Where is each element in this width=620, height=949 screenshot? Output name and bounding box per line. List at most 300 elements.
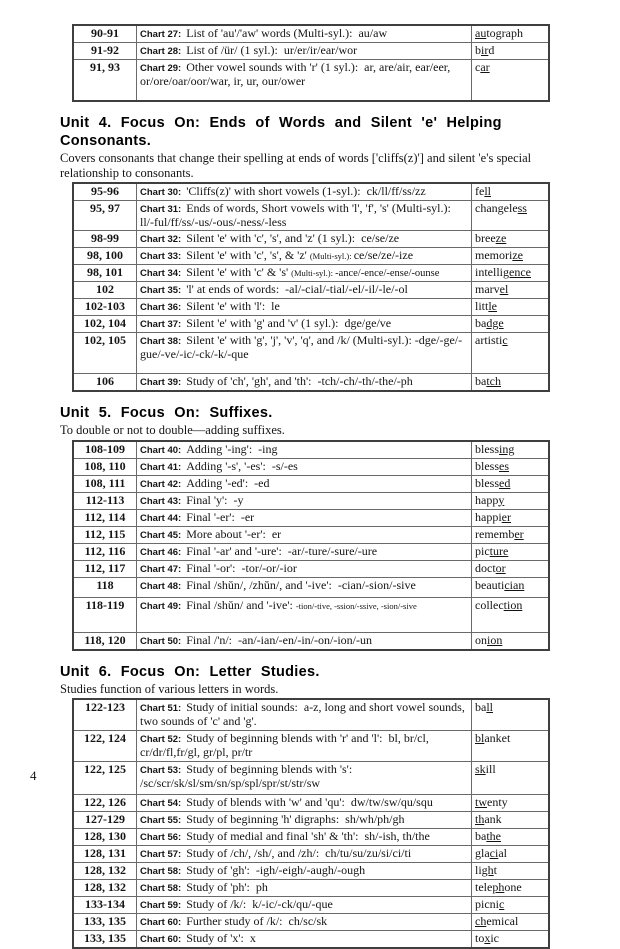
pages-cell: 112, 114 — [73, 509, 137, 526]
example-word-cell — [472, 231, 550, 248]
example-text: bl — [475, 731, 484, 745]
desc-text: Study of 'gh': -igh/-eigh/-augh/-ough — [186, 863, 365, 877]
example-text: th — [475, 812, 484, 826]
chart-number-label: Chart 60: — [140, 917, 181, 928]
desc-text: Silent 'e' with 'c' & 's' — [186, 265, 291, 279]
chart-number-label: Chart 47: — [140, 564, 181, 575]
pages-cell: 118, 120 — [73, 632, 137, 650]
chart-number-label: Chart 40: — [140, 445, 181, 456]
table-row — [73, 43, 549, 60]
chart-desc-cell — [137, 374, 472, 392]
example-text: anket — [484, 731, 510, 745]
desc-text: Study of 'ph': ph — [186, 880, 268, 894]
chart-desc-cell — [137, 458, 472, 475]
example-text: fe — [475, 184, 484, 198]
pages-cell: 112, 117 — [73, 560, 137, 577]
pages-cell: 112, 116 — [73, 543, 137, 560]
chart-desc-cell — [137, 846, 472, 863]
pages-cell: 122-123 — [73, 699, 137, 731]
example-text: c — [499, 897, 504, 911]
example-text: gla — [475, 846, 490, 860]
desc-text: Ends of words, Short vowels with 'l', 'f', 's' (Multi-syl.): ll/-ful/ff/ss/-us/-ous/-ness/-less — [140, 201, 454, 229]
chart-number-label: Chart 27: — [140, 29, 181, 40]
table-row — [73, 231, 549, 248]
chart-number-label: Chart 33: — [140, 251, 181, 262]
example-text: el — [500, 282, 509, 296]
example-text: sk — [475, 762, 486, 776]
chart-desc-cell — [137, 560, 472, 577]
example-word-cell — [472, 812, 550, 829]
desc-text: Study of beginning 'h' digraphs: sh/wh/ph/gh — [186, 812, 404, 826]
pages-cell: 98-99 — [73, 231, 137, 248]
example-text: tele — [475, 880, 492, 894]
chart-table-unit6 — [72, 698, 550, 949]
example-text: ion — [487, 633, 502, 647]
desc-text: List of 'au'/'aw' words (Multi-syl.): au/aw — [186, 26, 387, 40]
chart-number-label: Chart 35: — [140, 285, 181, 296]
chart-number-label: Chart 58: — [140, 883, 181, 894]
table-row — [73, 597, 549, 632]
desc-text: Study of initial sounds: a-z, long and short vowel sounds, two sounds of 'c' and 'g'. — [140, 700, 465, 728]
pages-cell: 102, 104 — [73, 316, 137, 333]
pages-cell: 128, 131 — [73, 846, 137, 863]
example-text: gh — [482, 863, 494, 877]
pages-cell: 108, 111 — [73, 475, 137, 492]
desc-text: Study of blends with 'w' and 'qu': dw/tw/sw/qu/squ — [186, 795, 433, 809]
pages-cell: 108, 110 — [73, 458, 137, 475]
example-text: ank — [484, 812, 501, 826]
table-row — [73, 458, 549, 475]
example-text: li — [475, 863, 482, 877]
chart-number-label: Chart 30: — [140, 187, 181, 198]
example-word-cell — [472, 265, 550, 282]
table-row — [73, 374, 549, 392]
chart-number-label: Chart 42: — [140, 479, 181, 490]
example-text: ze — [496, 231, 507, 245]
example-text: le — [488, 299, 497, 313]
pages-cell: 90-91 — [73, 25, 137, 43]
chart-number-label: Chart 58: — [140, 866, 181, 877]
desc-text: (Multi-syl.): — [291, 268, 335, 278]
example-text: er — [502, 510, 511, 524]
chart-desc-cell — [137, 248, 472, 265]
chart-number-label: Chart 39: — [140, 377, 181, 388]
example-text: bree — [475, 231, 496, 245]
pages-cell: 118 — [73, 577, 137, 597]
chart-desc-cell — [137, 43, 472, 60]
chart-number-label: Chart 60: — [140, 934, 181, 945]
example-word-cell — [472, 43, 550, 60]
example-text: tograph — [486, 26, 523, 40]
pages-cell: 122, 124 — [73, 731, 137, 762]
table-row — [73, 492, 549, 509]
chart-desc-cell — [137, 897, 472, 914]
chart-number-label: Chart 46: — [140, 547, 181, 558]
chart-number-label: Chart 56: — [140, 832, 181, 843]
table-row — [73, 265, 549, 282]
example-text: intelli — [475, 265, 503, 279]
desc-text: Study of /k/: k/-ic/-ck/qu/-que — [186, 897, 333, 911]
desc-text: Silent 'e' with 'g', 'j', 'v', 'q', and /k/ (Multi-syl.): -dge/-ge/-gue/-ve/-ic/-ck/-k/-que — [140, 333, 462, 361]
example-text: es — [499, 459, 509, 473]
example-word-cell — [472, 248, 550, 265]
table-row — [73, 316, 549, 333]
unit-4-intro: Covers consonants that change their spelling at ends of words ['cliffs(z)'] and silent 'e's special relationship to consonants. — [60, 151, 592, 180]
chart-number-label: Chart 44: — [140, 513, 181, 524]
chart-desc-cell — [137, 441, 472, 459]
example-word-cell — [472, 299, 550, 316]
desc-text: Adding '-ing': -ing — [186, 442, 277, 456]
chart-number-label: Chart 28: — [140, 46, 181, 57]
chart-table-body — [73, 25, 549, 101]
pages-cell: 91-92 — [73, 43, 137, 60]
example-text: ph — [492, 880, 504, 894]
example-text: y — [498, 493, 504, 507]
example-text: ch — [475, 914, 486, 928]
chart-number-label: Chart 52: — [140, 734, 181, 745]
example-text: beauti — [475, 578, 504, 592]
chart-number-label: Chart 43: — [140, 496, 181, 507]
pages-cell: 102 — [73, 282, 137, 299]
example-text: ll — [486, 700, 493, 714]
chart-desc-cell — [137, 699, 472, 731]
table-row — [73, 914, 549, 931]
table-row — [73, 846, 549, 863]
example-text: ba — [475, 829, 486, 843]
example-text: tion — [504, 598, 523, 612]
pages-cell: 98, 101 — [73, 265, 137, 282]
chart-number-label: Chart 36: — [140, 302, 181, 313]
pages-cell: 102-103 — [73, 299, 137, 316]
example-text: ture — [490, 544, 509, 558]
desc-text: ce/se/ze/-ize — [354, 248, 413, 262]
chart-desc-cell — [137, 265, 472, 282]
chart-desc-cell — [137, 632, 472, 650]
unit-5-intro: To double or not to double—adding suffixes. — [60, 423, 592, 438]
desc-text: Adding '-s', '-es': -s/-es — [186, 459, 298, 473]
example-text: tch — [486, 374, 501, 388]
chart-table-body — [73, 699, 549, 948]
pages-cell: 102, 105 — [73, 333, 137, 374]
example-word-cell — [472, 441, 550, 459]
pages-cell: 112, 115 — [73, 526, 137, 543]
chart-desc-cell — [137, 282, 472, 299]
chart-number-label: Chart 37: — [140, 319, 181, 330]
example-text: c — [475, 60, 480, 74]
example-word-cell — [472, 60, 550, 102]
pages-cell: 95-96 — [73, 183, 137, 201]
chart-desc-cell — [137, 597, 472, 632]
table-row — [73, 795, 549, 812]
chart-number-label: Chart 38: — [140, 336, 181, 347]
chart-number-label: Chart 57: — [140, 849, 181, 860]
example-text: ci — [490, 846, 499, 860]
chart-desc-cell — [137, 543, 472, 560]
example-text: tw — [475, 795, 487, 809]
example-text: on — [475, 633, 487, 647]
desc-text: 'Cliffs(z)' with short vowels (1-syl.): ck/ll/ff/ss/zz — [186, 184, 426, 198]
example-word-cell — [472, 897, 550, 914]
chart-desc-cell — [137, 863, 472, 880]
example-text: the — [486, 829, 501, 843]
chart-desc-cell — [137, 880, 472, 897]
chart-number-label: Chart 32: — [140, 234, 181, 245]
example-text: marv — [475, 282, 500, 296]
example-text: ir — [481, 43, 488, 57]
example-text: picni — [475, 897, 499, 911]
chart-desc-cell — [137, 492, 472, 509]
example-text: b — [475, 43, 481, 57]
table-row — [73, 880, 549, 897]
table-row — [73, 299, 549, 316]
example-word-cell — [472, 829, 550, 846]
pages-cell: 112-113 — [73, 492, 137, 509]
table-row — [73, 731, 549, 762]
chart-desc-cell — [137, 25, 472, 43]
desc-text: Silent 'e' with 'g' and 'v' (1 syl.): dge/ge/ve — [186, 316, 391, 330]
example-text: pic — [475, 544, 490, 558]
example-word-cell — [472, 201, 550, 231]
example-word-cell — [472, 316, 550, 333]
unit-5-heading: Unit 5. Focus On: Suffixes. — [60, 404, 550, 422]
desc-text: Final '-or': -tor/-or/-ior — [186, 561, 297, 575]
example-text: or — [496, 561, 506, 575]
example-text: bless — [475, 476, 499, 490]
table-row — [73, 699, 549, 731]
table-row — [73, 441, 549, 459]
example-word-cell — [472, 762, 550, 795]
chart-desc-cell — [137, 509, 472, 526]
example-text: one — [504, 880, 521, 894]
example-text: emical — [486, 914, 518, 928]
pages-cell: 108-109 — [73, 441, 137, 459]
table-row — [73, 577, 549, 597]
chart-number-label: Chart 29: — [140, 63, 181, 74]
pages-cell: 98, 100 — [73, 248, 137, 265]
chart-desc-cell — [137, 333, 472, 374]
pages-cell: 106 — [73, 374, 137, 392]
example-text: ba — [475, 700, 486, 714]
example-word-cell — [472, 597, 550, 632]
pages-cell: 128, 132 — [73, 880, 137, 897]
desc-text: Further study of /k/: ch/sc/sk — [186, 914, 327, 928]
desc-text: Silent 'e' with 'c', 's', and 'z' (1 syl.): ce/se/ze — [186, 231, 399, 245]
chart-table-unit5 — [72, 440, 550, 651]
unit-4-section — [60, 114, 592, 392]
example-text: ba — [475, 316, 486, 330]
chart-number-label: Chart 59: — [140, 900, 181, 911]
pages-cell: 128, 130 — [73, 829, 137, 846]
pages-cell: 118-119 — [73, 597, 137, 632]
unit-4-heading: Unit 4. Focus On: Ends of Words and Silent 'e' Helping Consonants. — [60, 114, 550, 150]
table-row — [73, 333, 549, 374]
example-word-cell — [472, 863, 550, 880]
example-word-cell — [472, 577, 550, 597]
example-text: bless — [475, 442, 499, 456]
table-row — [73, 931, 549, 949]
unit-6-section — [60, 663, 592, 949]
desc-text: Other vowel sounds with 'r' (1 syl.): ar, are/air, ear/eer, or/ore/oar/oor/war, ir, ur, our/ower — [140, 60, 450, 88]
example-text: cian — [504, 578, 524, 592]
table-row — [73, 812, 549, 829]
example-text: er — [514, 527, 523, 541]
chart-desc-cell — [137, 829, 472, 846]
table-row — [73, 526, 549, 543]
example-text: ss — [518, 201, 527, 215]
table-row — [73, 829, 549, 846]
chart-number-label: Chart 50: — [140, 636, 181, 647]
table-row — [73, 201, 549, 231]
desc-text: Final /shŭn/, /zhŭn/, and '-ive': -cian/-sion/-sive — [186, 578, 416, 592]
example-word-cell — [472, 699, 550, 731]
desc-text: Final '-ar' and '-ure': -ar/-ture/-sure/-ure — [186, 544, 377, 558]
pages-cell: 133, 135 — [73, 931, 137, 949]
desc-text: More about '-er': er — [186, 527, 281, 541]
example-text: memori — [475, 248, 512, 262]
example-text: gence — [503, 265, 531, 279]
example-word-cell — [472, 509, 550, 526]
example-text: collec — [475, 598, 504, 612]
table-row — [73, 509, 549, 526]
chart-desc-cell — [137, 526, 472, 543]
example-word-cell — [472, 333, 550, 374]
example-text: d — [488, 43, 494, 57]
example-text: au — [475, 26, 486, 40]
example-text: ing — [499, 442, 514, 456]
unit-6-heading: Unit 6. Focus On: Letter Studies. — [60, 663, 550, 681]
example-text: happi — [475, 510, 502, 524]
chart-desc-cell — [137, 914, 472, 931]
pages-cell: 133-134 — [73, 897, 137, 914]
table-row — [73, 543, 549, 560]
example-word-cell — [472, 25, 550, 43]
chart-number-label: Chart 55: — [140, 815, 181, 826]
chart-desc-cell — [137, 762, 472, 795]
table-row — [73, 863, 549, 880]
example-text: enty — [487, 795, 508, 809]
table-row — [73, 25, 549, 43]
example-word-cell — [472, 731, 550, 762]
desc-text: List of /ür/ (1 syl.): ur/er/ir/ear/wor — [186, 43, 357, 57]
example-text: ba — [475, 374, 486, 388]
chart-desc-cell — [137, 931, 472, 949]
pages-cell: 95, 97 — [73, 201, 137, 231]
example-word-cell — [472, 458, 550, 475]
example-text: ed — [499, 476, 510, 490]
example-word-cell — [472, 914, 550, 931]
unit-5-section — [60, 404, 592, 651]
desc-text: Silent 'e' with 'c', 's', & 'z' — [186, 248, 310, 262]
pages-cell: 128, 132 — [73, 863, 137, 880]
chart-number-label: Chart 31: — [140, 204, 181, 215]
chart-number-label: Chart 54: — [140, 798, 181, 809]
table-row — [73, 632, 549, 650]
table-row — [73, 475, 549, 492]
example-word-cell — [472, 282, 550, 299]
pages-cell: 122, 125 — [73, 762, 137, 795]
chart-number-label: Chart 53: — [140, 765, 181, 776]
example-word-cell — [472, 632, 550, 650]
pages-cell: 122, 126 — [73, 795, 137, 812]
example-text: ze — [512, 248, 523, 262]
chart-table-body — [73, 441, 549, 650]
desc-text: Study of 'ch', 'gh', and 'th': -tch/-ch/-th/-the/-ph — [186, 374, 413, 388]
table-row — [73, 897, 549, 914]
example-text: ill — [486, 762, 496, 776]
example-word-cell — [472, 492, 550, 509]
chart-desc-cell — [137, 577, 472, 597]
example-text: x — [484, 931, 490, 945]
example-word-cell — [472, 526, 550, 543]
desc-text: Study of 'x': x — [186, 931, 256, 945]
desc-text: Study of beginning blends with 'r' and 'l': bl, br/cl, cr/dr/fl,fr/gl, gr/pl, pr/tr — [140, 731, 429, 759]
desc-text: Final /shŭn/ and '-ive': — [186, 598, 296, 612]
chart-desc-cell — [137, 201, 472, 231]
example-word-cell — [472, 543, 550, 560]
chart-table-body — [73, 183, 549, 391]
chart-number-label: Chart 41: — [140, 462, 181, 473]
chart-desc-cell — [137, 731, 472, 762]
table-row — [73, 60, 549, 102]
chart-number-label: Chart 51: — [140, 703, 181, 714]
example-text: to — [475, 931, 484, 945]
example-text: dge — [486, 316, 503, 330]
chart-desc-cell — [137, 299, 472, 316]
chart-number-label: Chart 45: — [140, 530, 181, 541]
chart-number-label: Chart 34: — [140, 268, 181, 279]
example-text: ll — [484, 184, 491, 198]
example-text: litt — [475, 299, 488, 313]
chart-desc-cell — [137, 183, 472, 201]
chart-number-label: Chart 48: — [140, 581, 181, 592]
table-row — [73, 248, 549, 265]
unit-6-intro: Studies function of various letters in words. — [60, 682, 592, 697]
example-word-cell — [472, 183, 550, 201]
table-row — [73, 762, 549, 795]
desc-text: Final 'y': -y — [186, 493, 243, 507]
chart-desc-cell — [137, 812, 472, 829]
chart-desc-cell — [137, 316, 472, 333]
example-word-cell — [472, 475, 550, 492]
table-row — [73, 560, 549, 577]
example-text: happ — [475, 493, 498, 507]
chart-table-unit4 — [72, 182, 550, 392]
example-text: changele — [475, 201, 518, 215]
example-text: doct — [475, 561, 496, 575]
example-text: al — [498, 846, 507, 860]
chart-table-unit3-continued — [72, 24, 550, 102]
example-text: bless — [475, 459, 499, 473]
chart-desc-cell — [137, 231, 472, 248]
desc-text: Study of medial and final 'sh' & 'th': sh/-ish, th/the — [186, 829, 430, 843]
desc-text: -tion/-tive, -ssion/-ssive, -sion/-sive — [296, 601, 417, 611]
example-text: artisti — [475, 333, 502, 347]
desc-text: -ance/-ence/-ense/-ounse — [335, 268, 439, 279]
desc-text: Study of beginning blends with 's': /sc/scr/sk/sl/sm/sn/sp/spl/spr/st/str/sw — [140, 762, 352, 790]
chart-desc-cell — [137, 60, 472, 102]
table-row — [73, 183, 549, 201]
example-word-cell — [472, 880, 550, 897]
chart-desc-cell — [137, 475, 472, 492]
table-row — [73, 282, 549, 299]
pages-cell: 127-129 — [73, 812, 137, 829]
desc-text: Study of /ch/, /sh/, and /zh/: ch/tu/su/zu/si/ci/ti — [186, 846, 411, 860]
desc-text: (Multi-syl.): — [310, 251, 354, 261]
example-word-cell — [472, 560, 550, 577]
example-text: ic — [490, 931, 499, 945]
example-text: rememb — [475, 527, 514, 541]
example-text: c — [502, 333, 507, 347]
